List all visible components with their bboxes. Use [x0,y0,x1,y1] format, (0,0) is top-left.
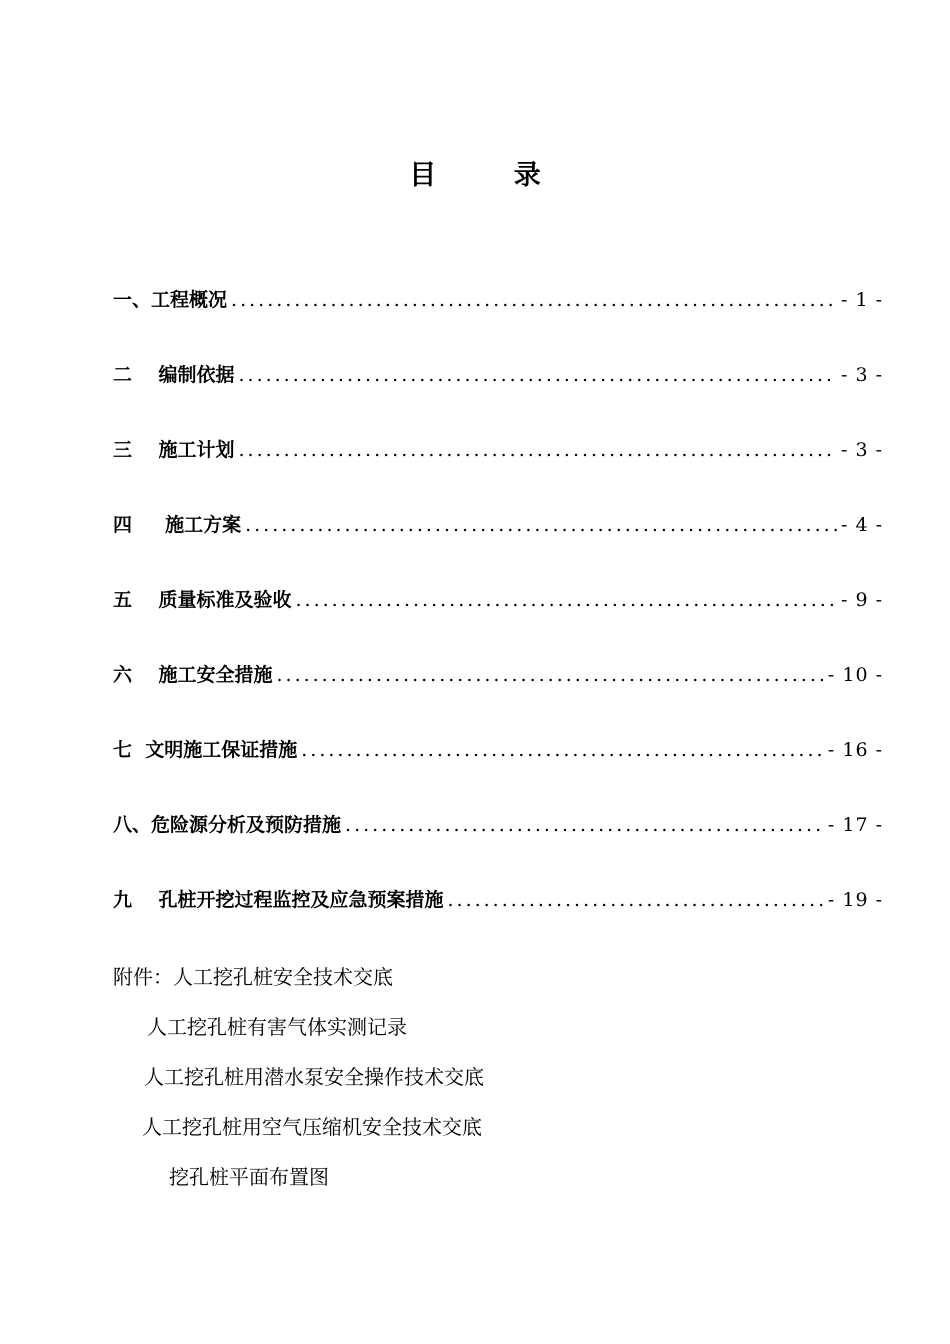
appendix-item-row [113,1060,893,1110]
toc-entry-label: 施工方案 [165,514,242,536]
toc-entry-label: 施工计划 [158,439,235,461]
toc-entry-2[interactable] [113,359,883,434]
toc-entry-1[interactable] [113,284,883,359]
toc-leader-dots [276,659,823,691]
appendix-list [113,960,893,1210]
appendix-item: 人工挖孔桩用潜水泵安全操作技术交底 [144,1065,484,1089]
toc-entry-number: 三 [113,439,159,461]
toc-entry-page: - 1 - [840,289,883,311]
toc-entry-5[interactable] [113,584,883,659]
toc-entry-label: 工程概况 [151,289,228,311]
toc-entry-number: 五 [113,589,159,611]
toc-leader-dots [345,809,824,841]
table-of-contents [113,284,883,959]
toc-entry-label: 编制依据 [158,364,235,386]
toc-leader-dots [245,509,837,541]
toc-entry-page: - 16 - [827,739,883,761]
toc-entry-4[interactable] [113,509,883,584]
appendix-heading: 附件： [113,965,173,989]
toc-entry-7[interactable] [113,734,883,809]
toc-entry-page: - 9 - [840,589,883,611]
appendix-item: 人工挖孔桩用空气压缩机安全技术交底 [142,1115,482,1139]
appendix-item-row [113,1110,893,1160]
toc-entry-number: 八、 [113,814,152,836]
toc-leader-dots [301,734,824,766]
toc-entry-label: 施工安全措施 [158,664,273,686]
appendix-item: 挖孔桩平面布置图 [169,1165,329,1189]
toc-entry-page: - 3 - [840,364,883,386]
toc-leader-dots [238,434,837,466]
toc-leader-dots [447,884,823,916]
appendix-first-line [113,960,893,1010]
toc-leader-dots [238,359,837,391]
toc-entry-6[interactable] [113,659,883,734]
page-title: 目 录 [409,160,575,191]
toc-leader-dots [295,584,837,616]
appendix-item-row [113,1010,893,1060]
toc-entry-label: 孔桩开挖过程监控及应急预案措施 [158,889,444,911]
toc-entry-8[interactable] [113,809,883,884]
toc-entry-page: - 17 - [827,814,883,836]
toc-entry-number: 七 [113,739,146,761]
appendix-item: 人工挖孔桩有害气体实测记录 [147,1015,407,1039]
appendix-item-row [113,1160,893,1210]
toc-entry-page: - 3 - [840,439,883,461]
toc-entry-page: - 19 - [827,889,883,911]
toc-leader-dots [231,284,837,316]
toc-entry-label: 文明施工保证措施 [145,739,298,761]
toc-entry-number: 六 [113,664,159,686]
toc-entry-9[interactable] [113,884,883,959]
toc-entry-number: 一、 [113,289,152,311]
toc-entry-number: 九 [113,889,159,911]
toc-entry-3[interactable] [113,434,883,509]
toc-entry-page: - 4 - [840,514,883,536]
appendix-item: 人工挖孔桩安全技术交底 [173,965,393,989]
toc-entry-label: 质量标准及验收 [158,589,292,611]
toc-entry-label: 危险源分析及预防措施 [151,814,342,836]
toc-entry-page: - 10 - [827,664,883,686]
toc-entry-number: 四 [113,514,166,536]
toc-entry-number: 二 [113,364,159,386]
